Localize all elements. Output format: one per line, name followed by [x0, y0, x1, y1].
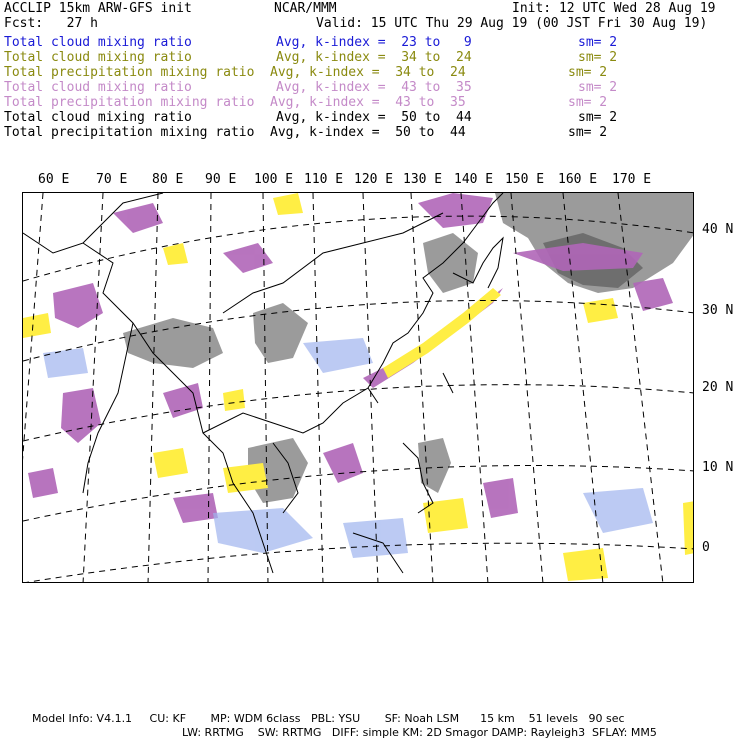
legend-sm: sm= 2 — [578, 50, 618, 65]
legend-field: Total cloud mixing ratio — [4, 80, 192, 95]
map-canvas — [23, 193, 694, 583]
legend-sm: sm= 2 — [578, 35, 618, 50]
lon-label: 140 E — [454, 172, 494, 187]
legend-avg: Avg, k-index = 43 to 35 — [276, 80, 472, 95]
model-title: ACCLIP 15km ARW-GFS init — [4, 1, 192, 16]
legend-sm: sm= 2 — [578, 80, 618, 95]
legend-sm: sm= 2 — [568, 95, 608, 110]
lon-label: 150 E — [505, 172, 545, 187]
legend-sm: sm= 2 — [568, 125, 608, 140]
legend-avg: Avg, k-index = 43 to 35 — [270, 95, 466, 110]
lon-label: 80 E — [152, 172, 184, 187]
lon-label: 120 E — [354, 172, 394, 187]
legend-avg: Avg, k-index = 50 to 44 — [270, 125, 466, 140]
valid-time: Valid: 15 UTC Thu 29 Aug 19 (00 JST Fri 30 Aug 19) — [316, 16, 708, 31]
lon-label: 70 E — [96, 172, 128, 187]
forecast-map — [22, 192, 694, 583]
legend-avg: Avg, k-index = 50 to 44 — [276, 110, 472, 125]
init-time: Init: 12 UTC Wed 28 Aug 19 — [512, 1, 716, 16]
lon-label: 170 E — [612, 172, 652, 187]
center-label: NCAR/MMM — [274, 1, 337, 16]
lon-label: 60 E — [38, 172, 70, 187]
legend-field: Total precipitation mixing ratio — [4, 95, 255, 110]
model-info-line2: LW: RRTMG SW: RRTMG DIFF: simple KM: 2D Smagor DAMP: Rayleigh3 SFLAY: MM5 — [182, 726, 657, 739]
lon-label: 110 E — [304, 172, 344, 187]
lat-label: 40 N — [702, 222, 734, 237]
lon-label: 100 E — [254, 172, 294, 187]
legend-sm: sm= 2 — [578, 110, 618, 125]
legend-avg: Avg, k-index = 23 to 9 — [276, 35, 472, 50]
legend-avg: Avg, k-index = 34 to 24 — [270, 65, 466, 80]
model-info-line1: Model Info: V4.1.1 CU: KF MP: WDM 6class PBL: YSU SF: Noah LSM 15 km 51 levels 90 sec — [32, 712, 625, 725]
lat-label: 0 — [702, 540, 710, 555]
gray-cloud-layer — [123, 193, 694, 503]
legend-field: Total cloud mixing ratio — [4, 110, 192, 125]
legend-field: Total precipitation mixing ratio — [4, 65, 255, 80]
legend-avg: Avg, k-index = 34 to 24 — [276, 50, 472, 65]
legend-field: Total cloud mixing ratio — [4, 35, 192, 50]
lat-label: 20 N — [702, 380, 734, 395]
forecast-hour: Fcst: 27 h — [4, 16, 98, 31]
legend-sm: sm= 2 — [568, 65, 608, 80]
lon-label: 130 E — [403, 172, 443, 187]
lon-label: 90 E — [205, 172, 237, 187]
lat-label: 10 N — [702, 460, 734, 475]
legend-field: Total precipitation mixing ratio — [4, 125, 255, 140]
legend-field: Total cloud mixing ratio — [4, 50, 192, 65]
lon-label: 160 E — [558, 172, 598, 187]
lat-label: 30 N — [702, 303, 734, 318]
